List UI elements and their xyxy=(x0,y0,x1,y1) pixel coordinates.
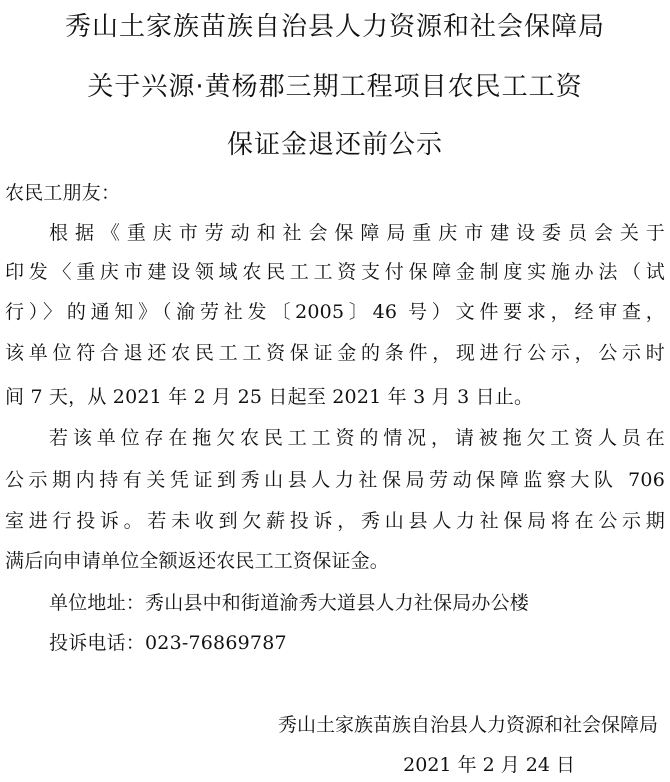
paragraph1-line-2: 印发〈重庆市建设领域农民工工资支付保障金制度实施办法（试 xyxy=(5,261,665,283)
paragraph2-line-4: 满后向申请单位全额返还农民工工资保证金。 xyxy=(5,550,390,572)
title-line-1: 秀山土家族苗族自治县人力资源和社会保障局 xyxy=(64,12,605,42)
paragraph2-line-1: 若该单位存在拖欠农民工工资的情况，请被拖欠工资人员在 xyxy=(49,427,665,449)
paragraph2-line-3: 室进行投诉。若未收到欠薪投诉，秀山县人力社保局将在公示期 xyxy=(5,510,665,532)
paragraph1-line-4: 该单位符合退还农民工工资保证金的条件，现进行公示，公示时 xyxy=(5,342,665,364)
phone-line: 投诉电话：023-76869787 xyxy=(49,632,287,654)
paragraph1-line-5: 间 7 天，从 2021 年 2 月 25 日起至 2021 年 3 月 3 日止。 xyxy=(5,386,534,408)
title-line-2: 关于兴源·黄杨郡三期工程项目农民工工资 xyxy=(87,72,583,102)
paragraph1-line-1: 根据《重庆市劳动和社会保障局重庆市建设委员会关于 xyxy=(49,222,665,244)
address-line: 单位地址：秀山县中和街道渝秀大道县人力社保局办公楼 xyxy=(49,592,530,614)
title-line-3: 保证金退还前公示 xyxy=(226,130,443,160)
paragraph2-line-2: 公示期内持有关凭证到秀山县人力社保局劳动保障监察大队 706 xyxy=(5,469,665,491)
salutation: 农民工朋友： xyxy=(5,182,121,204)
signature-date: 2021 年 2 月 24 日 xyxy=(403,754,575,776)
signature-organization: 秀山土家族苗族自治县人力资源和社会保障局 xyxy=(277,714,658,736)
paragraph1-line-3: 行）〉的通知》（渝劳社发〔2005〕46 号）文件要求，经审查， xyxy=(5,301,665,323)
